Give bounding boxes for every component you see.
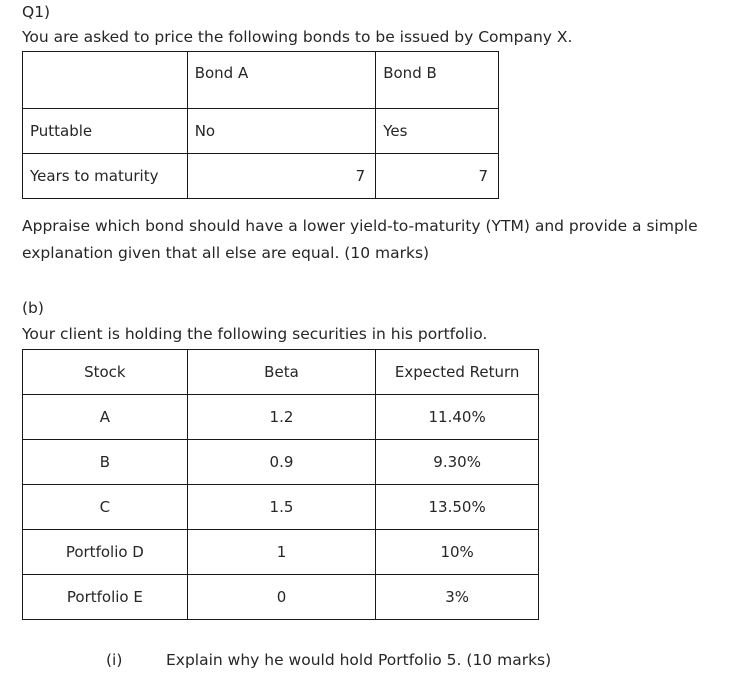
stock-name: Portfolio E [23, 575, 188, 620]
table-row [23, 530, 539, 575]
stock-expected-return: 10% [376, 530, 539, 575]
row-label-puttable: Puttable [23, 109, 188, 154]
stock-beta: 0 [187, 575, 376, 620]
stock-beta: 1.5 [187, 485, 376, 530]
stock-name: A [23, 395, 188, 440]
table-row [23, 485, 539, 530]
stock-name: C [23, 485, 188, 530]
stock-name: B [23, 440, 188, 485]
table-row [23, 440, 539, 485]
stock-expected-return: 13.50% [376, 485, 539, 530]
stock-table-header-row [23, 350, 539, 395]
beta-header: Beta [187, 350, 376, 395]
bond-a-years-to-maturity: 7 [187, 154, 376, 199]
stock-beta: 1.2 [187, 395, 376, 440]
row-label-years-to-maturity: Years to maturity [23, 154, 188, 199]
sub-question-text: Explain why he would hold Portfolio 5. (10 marks) [166, 651, 552, 669]
expected-return-header: Expected Return [376, 350, 539, 395]
bond-b-years-to-maturity: 7 [376, 154, 499, 199]
part-a-prompt: Appraise which bond should have a lower yield-to-maturity (YTM) and provide a simple explanation given that all else are equal. (10 marks) [22, 217, 698, 262]
sub-question-label: (i) [106, 651, 123, 669]
stock-expected-return: 9.30% [376, 440, 539, 485]
stock-beta: 0.9 [187, 440, 376, 485]
stock-beta: 1 [187, 530, 376, 575]
stock-header: Stock [23, 350, 188, 395]
bond-a-header: Bond A [187, 52, 376, 109]
question-number: Q1) [22, 3, 51, 21]
part-b-intro: Your client is holding the following securities in his portfolio. [22, 325, 488, 343]
part-b-label: (b) [22, 299, 44, 317]
table-row [23, 395, 539, 440]
bond-b-header: Bond B [376, 52, 499, 109]
bond-a-puttable: No [187, 109, 376, 154]
table-row [23, 109, 499, 154]
bond-table-header-blank [23, 52, 188, 109]
table-row [23, 575, 539, 620]
bond-table [22, 51, 499, 199]
bond-table-header-row [23, 52, 499, 109]
bond-b-puttable: Yes [376, 109, 499, 154]
stock-name: Portfolio D [23, 530, 188, 575]
stock-expected-return: 3% [376, 575, 539, 620]
stock-table [22, 349, 539, 620]
stock-expected-return: 11.40% [376, 395, 539, 440]
question-intro: You are asked to price the following bonds to be issued by Company X. [22, 28, 573, 46]
table-row [23, 154, 499, 199]
